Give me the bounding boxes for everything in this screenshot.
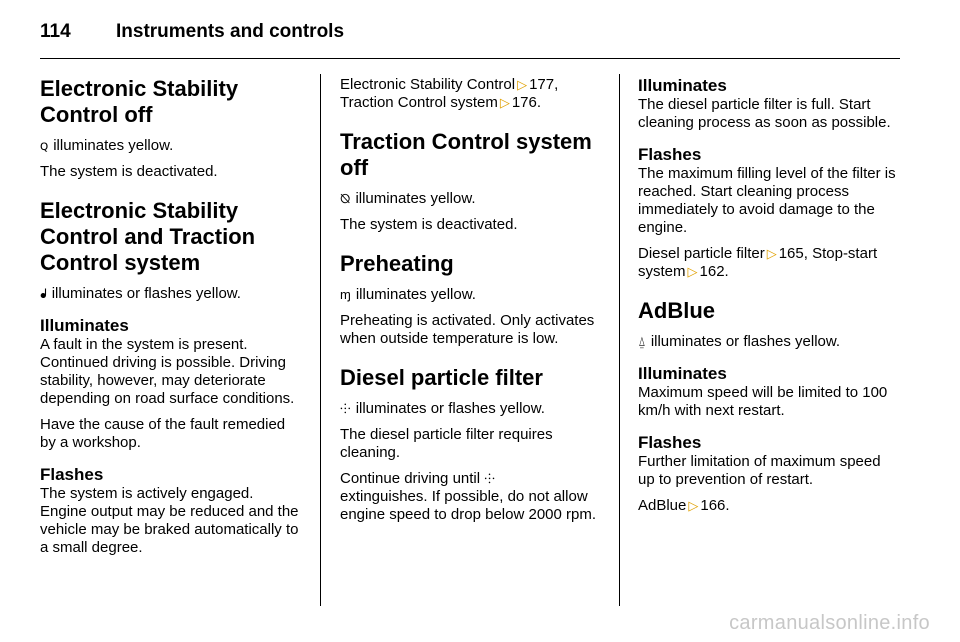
section-title-esc-tc: Electronic Stability Control and Traction Control system — [40, 198, 256, 275]
tc-off-text: The system is deactivated. — [340, 216, 518, 233]
esc-tc-illuminates-text: A fault in the system is present. Continued driving is possible. Driving stability, however, may deteriorate depending on road surface conditions. — [40, 336, 295, 407]
glow-plug-icon: ɱ — [340, 287, 351, 302]
page-ref-arrow-icon: ▷ — [499, 95, 510, 110]
subheading-flashes: Flashes — [40, 465, 104, 484]
dpf-icon-line: ⸭ illuminates or flashes yellow. — [340, 400, 545, 417]
subheading-flashes: Flashes — [638, 433, 702, 452]
page-title: Instruments and controls — [116, 21, 345, 42]
dpf-flashes-text: The maximum filling level of the filter is reached. Start cleaning process immediately to avoid damage to the engine. — [638, 165, 896, 236]
dpf-illuminates-text: The diesel particle filter is full. Start cleaning process as soon as possible. — [638, 96, 891, 131]
column-divider-2 — [619, 74, 620, 606]
preheating-icon-line: ɱ illuminates yellow. — [340, 286, 476, 303]
column-2 — [340, 76, 602, 532]
esc-off-text: The system is deactivated. — [40, 163, 218, 180]
page-ref-arrow-icon: ▷ — [517, 77, 528, 92]
esc-off-icon: ꞯ — [40, 138, 49, 153]
diesel-particle-filter-icon: ⸭ — [340, 401, 351, 416]
adblue-flashes-text: Further limitation of maximum speed up to prevention of restart. — [638, 453, 881, 488]
column-divider-1 — [320, 74, 321, 606]
header-divider — [40, 58, 900, 59]
section-title-dpf: Diesel particle filter — [340, 365, 543, 390]
page-ref-arrow-icon: ▷ — [687, 264, 698, 279]
section-title-preheating: Preheating — [340, 251, 454, 276]
tc-off-icon: ⦰ — [340, 191, 351, 206]
cross-reference-esc: Electronic Stability Control ▷ 177, Traction Control system ▷ 176. — [340, 76, 559, 111]
dpf-text-1: The diesel particle filter requires cleaning. — [340, 426, 553, 461]
adblue-illuminates-text: Maximum speed will be limited to 100 km/h with next restart. — [638, 384, 888, 419]
page-number: 114 — [40, 21, 71, 42]
subheading-illuminates: Illuminates — [638, 364, 727, 383]
column-3 — [638, 76, 900, 523]
esc-tc-icon-line: ᖱ illuminates or flashes yellow. — [40, 285, 241, 302]
watermark: carmanualsonline.info — [729, 612, 930, 634]
dpf-text-2: Continue driving until ⸭ extinguishes. If possible, do not allow engine speed to drop below 2000 rpm. — [340, 470, 597, 523]
adblue-icon-line: ⍙ illuminates or flashes yellow. — [638, 333, 841, 350]
preheating-text: Preheating is activated. Only activates when outside temperature is low. — [340, 312, 595, 347]
section-title-adblue: AdBlue — [638, 298, 715, 323]
column-1 — [40, 76, 302, 565]
cross-reference-adblue: AdBlue ▷ 166. — [638, 497, 730, 514]
subheading-illuminates: Illuminates — [638, 76, 727, 95]
subheading-illuminates: Illuminates — [40, 316, 129, 335]
cross-reference-dpf: Diesel particle filter ▷ 165, Stop-start system ▷ 162. — [638, 245, 878, 280]
tc-off-icon-line: ⦰ illuminates yellow. — [340, 190, 476, 207]
esc-tc-workshop-text: Have the cause of the fault remedied by a workshop. — [40, 416, 286, 451]
page-ref-arrow-icon: ▷ — [688, 498, 699, 513]
diesel-particle-filter-icon: ⸭ — [484, 471, 495, 486]
esc-tc-icon: ᖱ — [40, 286, 47, 301]
page-header — [40, 16, 900, 60]
esc-off-icon-line: ꞯ illuminates yellow. — [40, 137, 174, 154]
subheading-flashes: Flashes — [638, 145, 702, 164]
section-title-esc-off: Electronic Stability Control off — [40, 76, 239, 127]
adblue-icon: ⍙ — [638, 334, 646, 349]
page-ref-arrow-icon: ▷ — [766, 246, 777, 261]
section-title-tc-off: Traction Control system off — [340, 129, 592, 180]
esc-tc-flashes-text: The system is actively engaged. Engine output may be reduced and the vehicle may be braked automatically to a small degree. — [40, 485, 299, 556]
